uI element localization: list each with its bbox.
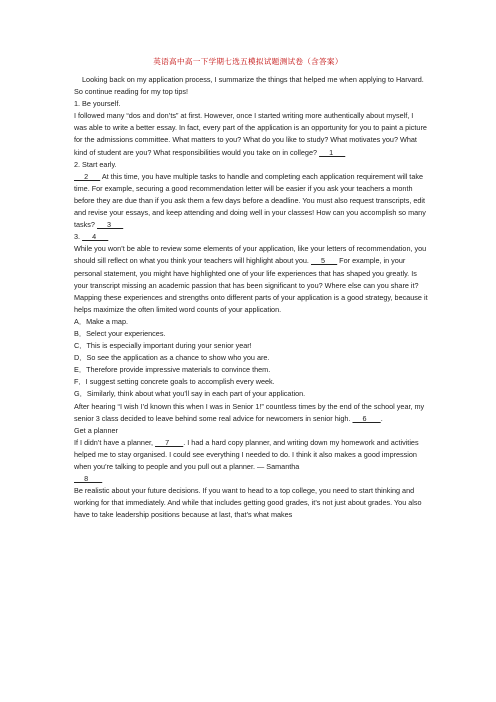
intro-paragraph: Looking back on my application process, I summarize the things that helped me when applying to Harvard. So continue reading for my top tips! [74, 75, 424, 97]
passage2-intro-text: After hearing “I wish I’d known this when I was in Senior 1!” countless times by the end of the school year, my senior 3 class decided to leave behind some real advice for newcomers in senior high. [74, 401, 425, 423]
option-g: G．Similarly, think about what you’ll say in each part of your application. [74, 389, 306, 399]
option-b: B．Select your experiences. [74, 328, 166, 338]
option-f: F．I suggest setting concrete goals to accomplish every week. [74, 377, 275, 387]
blank-3: 3 [96, 220, 124, 230]
options-list [74, 316, 428, 401]
tip2-paragraph [74, 171, 428, 231]
passage2-heading: Get a planner [74, 425, 118, 435]
blank-8: 8 [74, 474, 103, 484]
passage2-p1-b: . I had a hard copy planner, and writing down my homework and activities helped me to stay organised. I could see everything I needed to do. I think it also makes a good impression when you’re talking to people and you pull out a planner. — Samantha [74, 437, 419, 471]
passage2-intro [74, 401, 428, 425]
option-c: C．This is especially important during your senior year! [74, 341, 252, 351]
passage2-intro-end: . [380, 413, 383, 423]
passage2-paragraph-2: Be realistic about your future decisions. If you want to head to a top college, you need to start thinking and working for that immediately. And while that includes getting good grades, it’s not just about grades. You also have to take leadership positions because at last, that’s what makes [74, 486, 422, 520]
blank-5: 5 [310, 256, 338, 266]
tip3-heading [74, 231, 428, 243]
blank-1: 1 [319, 147, 346, 157]
tip3-paragraph [74, 243, 428, 316]
tip3-text-a: While you won’t be able to review some elements of your application, like your letters of recommendation, you should sill reflect on what you think your teachers will highlight about you. [74, 244, 427, 266]
passage2-paragraph-1 [74, 437, 428, 473]
tip3-prefix: 3. [74, 232, 83, 242]
blank-7: 7 [155, 437, 184, 447]
tip2-text: At this time, you have multiple tasks to handle and completing each application requirement will take time. For example, securing a good recommendation letter will be easier if you ask your teachers a month before they are due than if you ask them a few days before a deadline. You must also request transcripts, edit and revise your essays, and keep attending and doing well in your classes! How can you accomplish so many tasks? [74, 171, 426, 230]
tip1-paragraph [74, 110, 428, 158]
blank-2: 2 [74, 171, 101, 181]
document-body [74, 74, 428, 521]
option-e: E．Therefore provide impressive materials to convince them. [74, 365, 271, 375]
passage2-p1-a: If I didn’t have a planner, [74, 437, 156, 447]
tip2-heading: 2. Start early. [74, 159, 117, 169]
blank-8-line [74, 473, 428, 485]
tip1-heading: 1. Be yourself. [74, 99, 121, 109]
blank-4: 4 [82, 232, 109, 242]
tip3-text-b: For example, in your personal statement, you might have highlighted one of your life experiences that has shaped you greatly. Is your transcript missing an academic passion that has been significant to you? Where else can you share it? Mapping these experiences and strengths onto different parts of your application is a good strategy, because it helps maximize the often limited word counts of your application. [74, 256, 428, 314]
option-a: A．Make a map. [74, 316, 128, 326]
blank-6: 6 [352, 413, 381, 423]
tip1-text: I followed many “dos and don’ts” at first. However, once I started writing more authentically about myself, I was able to write a better essay. In fact, every part of the application is an opportunity for you to paint a picture for the admissions committee. What matters to you? What do you like to study? What motivates you? What kind of student are you? What responsibilities would you take on in college? [74, 111, 427, 157]
page-title: 英语高中高一下学期七选五模拟试题测试卷（含答案） [153, 57, 343, 66]
option-d: D．So see the application as a chance to show who you are. [74, 353, 270, 363]
